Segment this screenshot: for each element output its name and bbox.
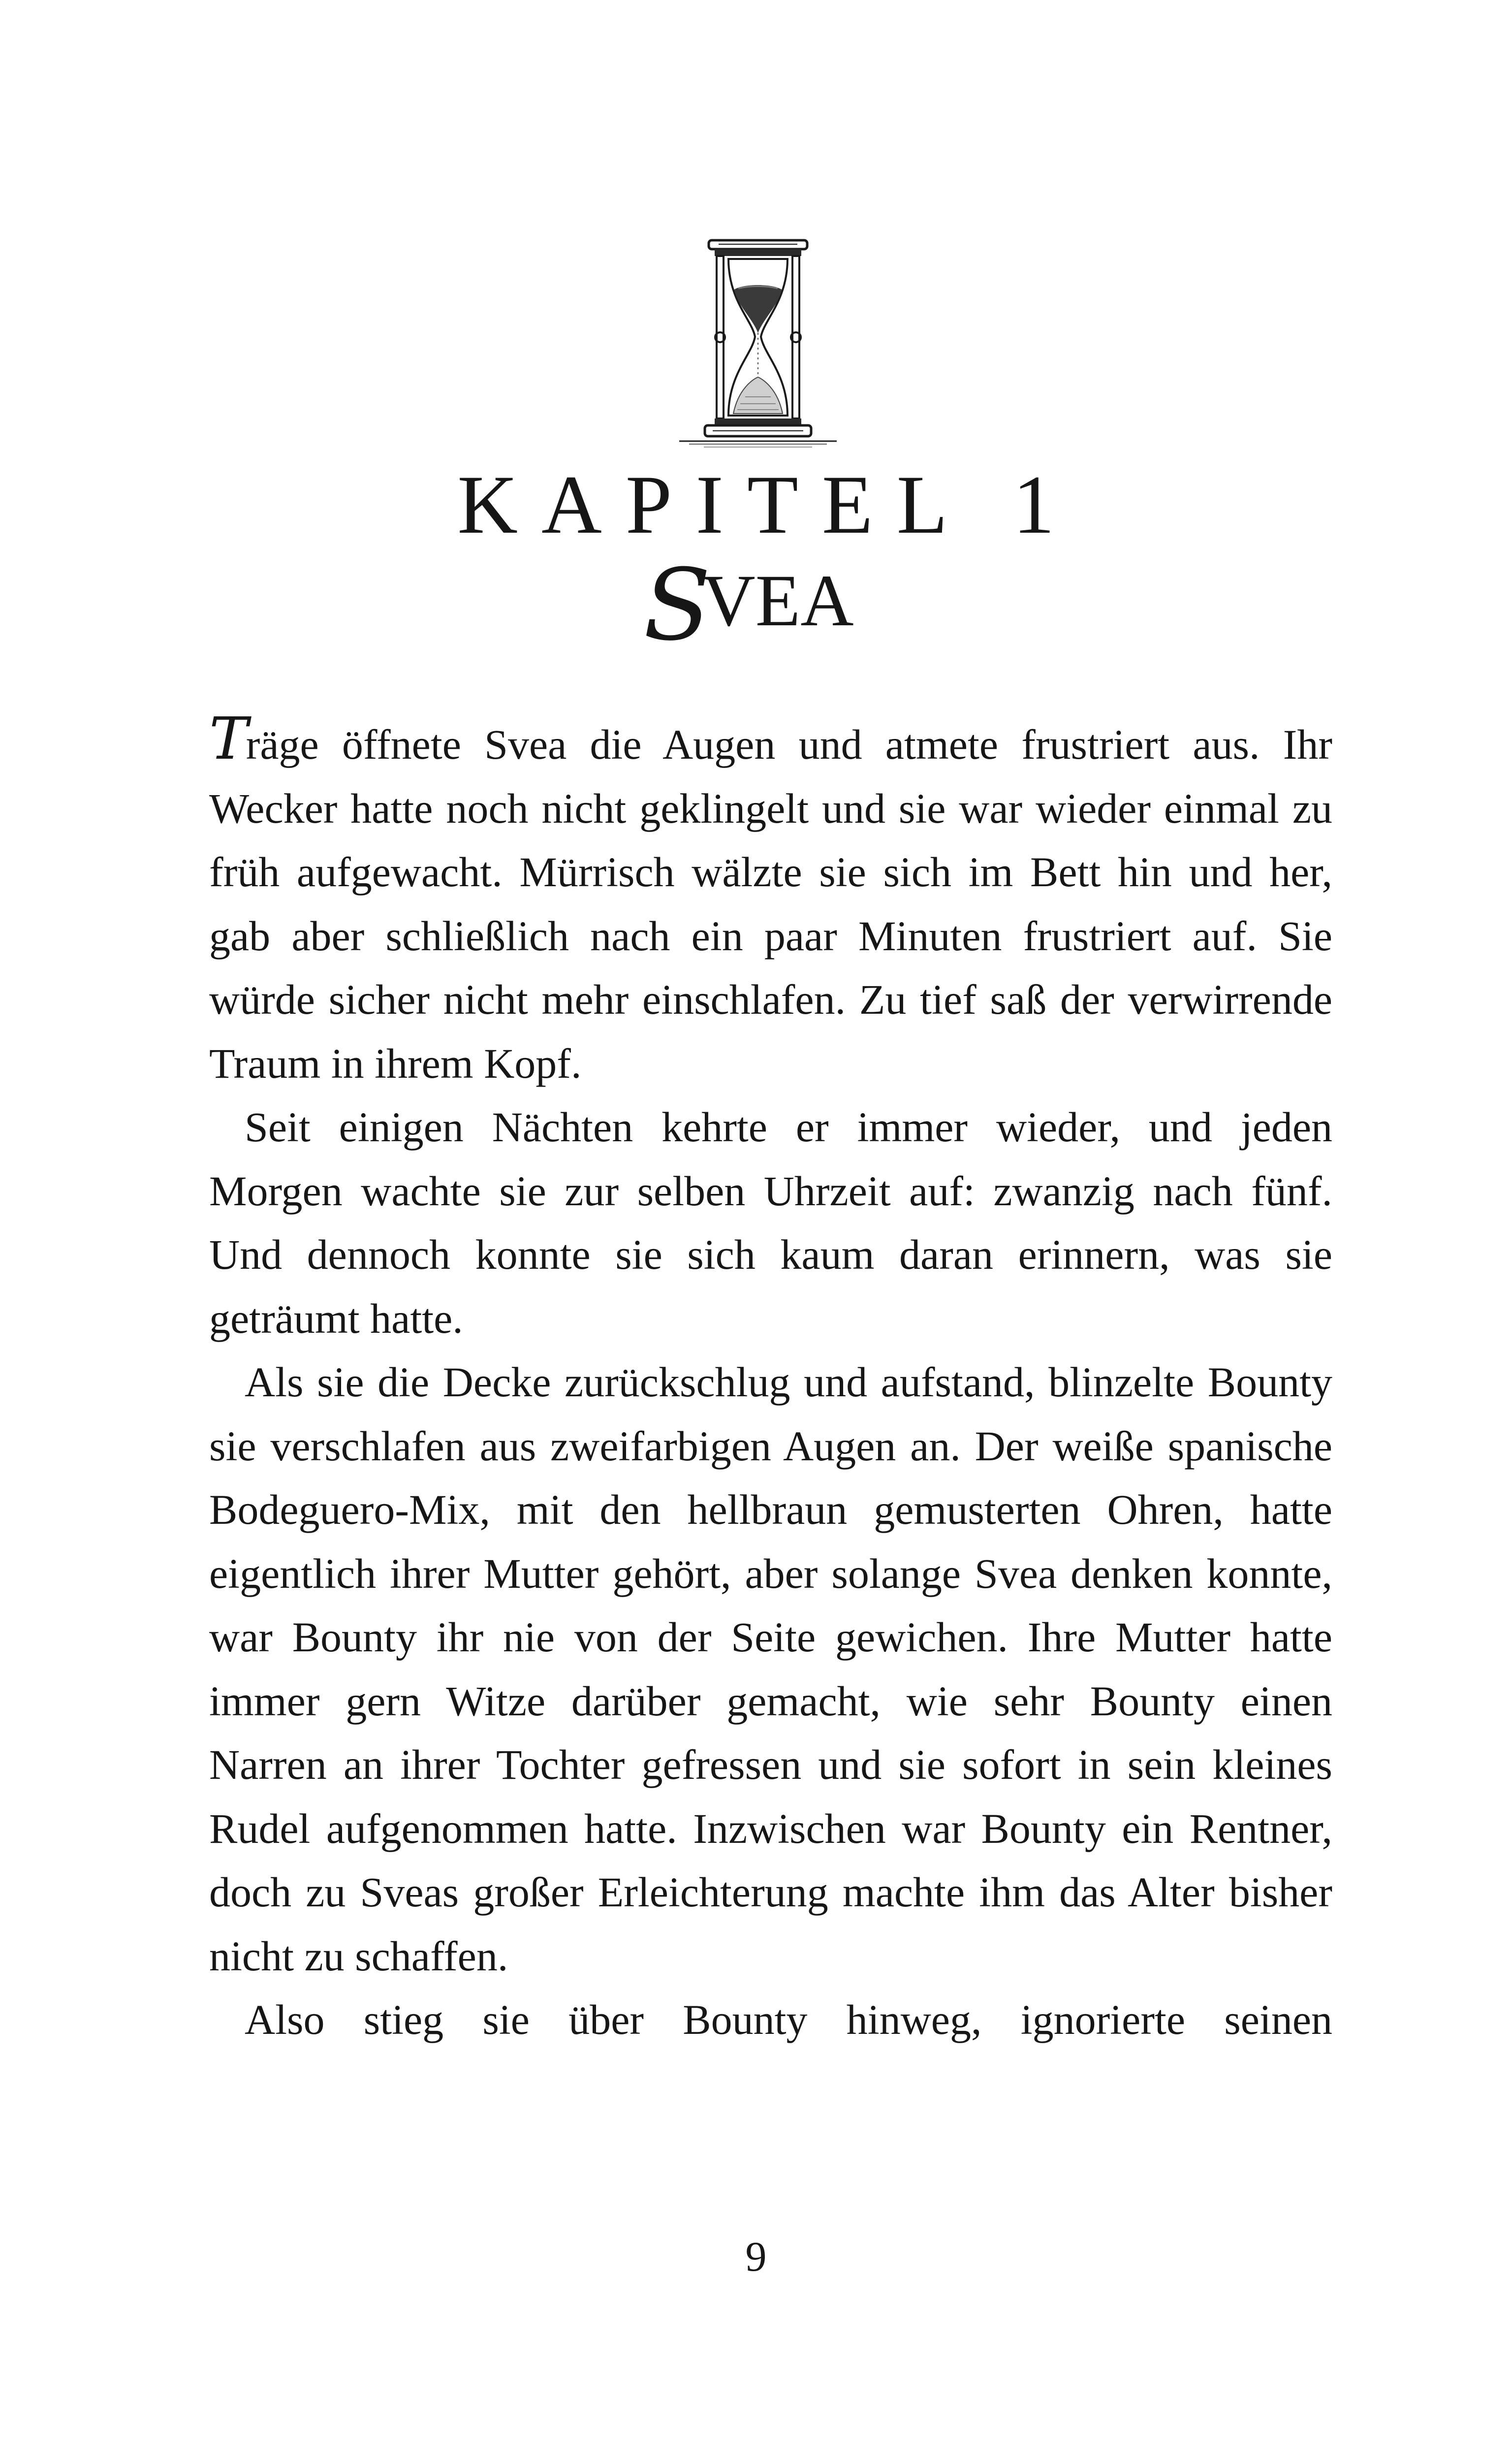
drop-cap: T (209, 705, 248, 772)
page-number: 9 (745, 2233, 767, 2280)
paragraph-3: Als sie die Decke zurückschlug und aufstand, blinzelte Bounty sie verschlafen aus zweifarbigen Augen an. Der weiße spanische Bodeguero-Mix, mit den hellbraun gemusterten Ohren, hatte eigentlich ihrer Mutter gehört, aber solange Svea denken konnte, war Bounty ihr nie von der Seite gewichen. Ihre Mutter hatte immer gern Witze darüber gemacht, wie sehr Bounty einen Narren an ihrer Tochter gefressen und sie sofort in sein kleines Rudel aufgenommen hatte. Inzwischen war Bounty ein Rentner, doch zu Sveas großer Erleichterung machte ihm das Alter bisher nicht zu schaffen. (209, 1358, 1332, 1980)
chapter-title: KAPITEL 1 (457, 458, 1078, 551)
paragraph-1 (209, 705, 1332, 1095)
hourglass-icon (674, 231, 842, 448)
chapter-body (209, 705, 1332, 2052)
paragraph-1-text: räge öffnete Svea die Augen und atmete frustriert aus. Ihr Wecker hatte noch nicht geklingelt und sie war wieder einmal zu früh aufgewacht. Mürrisch wälzte sie sich im Bett hin und her, gab aber schließlich nach ein paar Minuten frustriert auf. Sie würde sicher nicht mehr einschlafen. Zu tief saß der verwirrende Traum in ihrem Kopf. (209, 721, 1332, 1087)
chapter-subtitle (0, 548, 1512, 663)
paragraph-4: Also stieg sie über Bounty hinweg, ignorierte seinen (245, 1996, 1332, 2043)
chapter-subtitle-rest: VEA (702, 560, 854, 642)
chapter-subtitle-initial: S (643, 548, 711, 663)
paragraph-2: Seit einigen Nächten kehrte er immer wieder, und jeden Morgen wachte sie zur selben Uhrzeit auf: zwanzig nach fünf. Und dennoch konnte sie sich kaum daran erinnern, was sie geträumt hatte. (209, 1103, 1332, 1342)
